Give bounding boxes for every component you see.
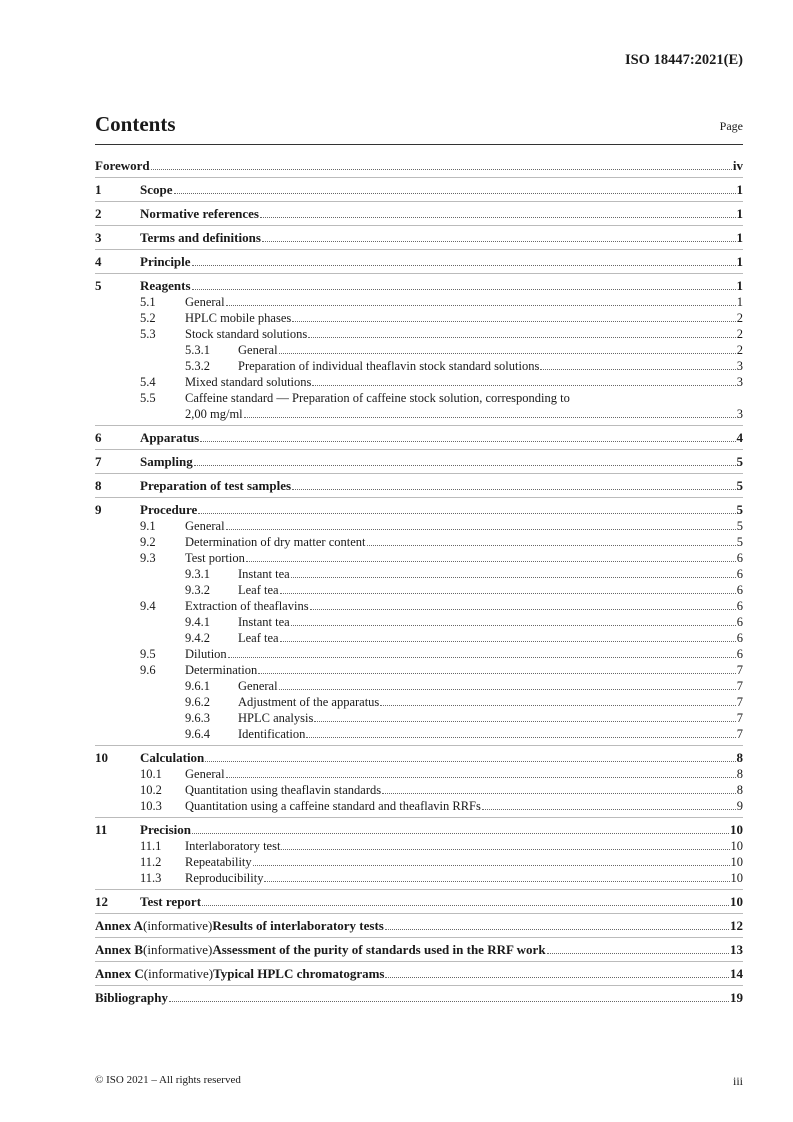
entry-page: 4 [736,430,743,445]
entry-number: 9.3.1 [185,567,210,581]
entry-number: 11.3 [140,871,162,885]
toc-entry[interactable] [185,582,743,598]
entry-number: 8 [95,478,102,493]
dot-leader [308,337,736,338]
dot-leader [253,865,730,866]
dot-leader [482,809,736,810]
entry-title: Calculation [140,750,205,765]
entry-number: 5.3.1 [185,343,210,357]
toc-entry[interactable] [95,942,743,958]
entry-number: 9.2 [140,535,156,549]
entry-title: Preparation of test samples [140,478,292,493]
entry-page: 5 [736,535,743,549]
entry-title: Quantitation using theaflavin standards [185,783,382,797]
entry-page: 1 [736,278,743,293]
entry-title: HPLC mobile phases [185,311,292,325]
entry-title: Precision [140,822,192,837]
entry-title: Instant tea [238,615,290,629]
entry-title: General [238,343,278,357]
entry-title: Stock standard solutions [185,327,308,341]
entry-number: 9.6.1 [185,679,210,693]
entry-title: Test portion [185,551,245,565]
entry-number: 11.2 [140,855,162,869]
entry-number: 5.4 [140,375,156,389]
toc-entry[interactable] [140,518,743,534]
section-separator [95,497,743,498]
dot-leader [151,169,732,170]
annex-note: (informative) [143,918,213,933]
entry-title: Adjustment of the apparatus [238,695,380,709]
section-separator [95,273,743,274]
dot-leader [246,561,736,562]
entry-title: Caffeine standard — Preparation of caffeine stock solution, corresponding to [185,391,570,405]
entry-page: 6 [736,631,743,645]
entry-number: 11.1 [140,839,162,853]
entry-page: 2 [736,311,743,325]
entry-page: 6 [736,551,743,565]
entry-title: Results of interlaboratory tests [212,918,384,933]
toc-entry[interactable] [140,534,743,550]
entry-title: Repeatability [185,855,252,869]
entry-number: 5.3 [140,327,156,341]
copyright: © ISO 2021 – All rights reserved [95,1074,241,1086]
entry-title: Apparatus [140,430,200,445]
toc-entry[interactable] [185,342,743,358]
entry-number: 9.3.2 [185,583,210,597]
toc-entry[interactable] [140,310,743,326]
dot-leader [385,977,729,978]
dot-leader [367,545,736,546]
toc-entry[interactable] [185,358,743,374]
entry-number: 6 [95,430,102,445]
entry-title: Determination [185,663,258,677]
entry-number: 4 [95,254,102,269]
section-separator [95,177,743,178]
entry-page: 10 [730,855,743,869]
dot-leader [200,441,735,442]
entry-title: Normative references [140,206,259,221]
dot-leader [258,673,736,674]
entry-number: 9 [95,502,102,517]
entry-number: 10.2 [140,783,162,797]
toc-entry[interactable] [95,502,743,518]
toc-entry[interactable] [95,478,743,494]
section-separator [95,225,743,226]
dot-leader [194,465,736,466]
dot-leader [279,689,736,690]
dot-leader [312,385,735,386]
entry-number: 11 [95,822,108,837]
entry-number: 9.6.2 [185,695,210,709]
page-title: Contents [95,112,176,136]
entry-page: 7 [736,663,743,677]
dot-leader [264,881,729,882]
entry-title: General [238,679,278,693]
dot-leader [540,369,735,370]
toc-entry[interactable] [140,766,743,782]
toc-entry[interactable] [95,966,743,982]
entry-number: 9.6.3 [185,711,210,725]
entry-number: 10.3 [140,799,162,813]
entry-page: 8 [736,750,743,765]
annex-note: (informative) [143,942,213,957]
entry-page: 2 [736,327,743,341]
dot-leader [279,353,736,354]
entry-title: Leaf tea [238,631,279,645]
entry-page: 14 [730,966,743,981]
entry-title: Scope [140,182,173,197]
entry-number: 2 [95,206,102,221]
entry-page: 5 [736,519,743,533]
toc-entry[interactable] [95,158,743,174]
page-number: iii [732,1074,743,1088]
entry-page: 1 [736,182,743,197]
annex-note: (informative) [143,966,214,981]
entry-title: Determination of dry matter content [185,535,366,549]
entry-page: 10 [730,822,743,837]
toc-entry[interactable] [185,614,743,630]
entry-number: 5 [95,278,102,293]
entry-page: 12 [730,918,743,933]
section-separator [95,985,743,986]
dot-leader [380,705,735,706]
dot-leader [306,737,735,738]
entry-number: 10.1 [140,767,162,781]
toc-entry[interactable] [95,278,743,294]
toc-entry[interactable] [95,750,743,766]
entry-number: 5.1 [140,295,156,309]
toc-entry[interactable] [140,294,743,310]
entry-number: 10 [95,750,108,765]
section-separator [95,889,743,890]
entry-number: 9.4 [140,599,156,613]
dot-leader [314,721,735,722]
toc-entry[interactable] [95,430,743,446]
entry-page: 1 [736,230,743,245]
entry-number: 9.4.2 [185,631,210,645]
entry-number: 9.3 [140,551,156,565]
entry-number: 9.6 [140,663,156,677]
toc-entry[interactable] [95,454,743,470]
dot-leader [547,953,729,954]
entry-title: Principle [140,254,191,269]
dot-leader [280,593,736,594]
entry-page: 2 [736,343,743,357]
entry-page: 5 [736,478,743,493]
entry-page: 6 [736,567,743,581]
entry-page: 8 [736,767,743,781]
dot-leader [202,905,729,906]
entry-title-continued: 2,00 mg/ml [185,407,243,421]
entry-page: 3 [736,359,743,373]
entry-number: 5.5 [140,391,156,405]
toc-entry[interactable] [185,566,743,582]
toc-entry[interactable] [140,870,743,886]
entry-title: Bibliography [95,990,168,1005]
entry-title: Reproducibility [185,871,264,885]
entry-title: Reagents [140,278,191,293]
annex-label: Annex A [95,918,144,933]
entry-title: Mixed standard solutions [185,375,312,389]
entry-title: Dilution [185,647,227,661]
entry-page: 19 [730,990,743,1005]
entry-title: Preparation of individual theaflavin stock standard solutions [238,359,540,373]
dot-leader [226,305,736,306]
toc-entry[interactable] [140,326,743,342]
dot-leader [205,761,735,762]
entry-page: 7 [736,727,743,741]
entry-title: General [185,295,225,309]
section-separator [95,449,743,450]
toc-entry[interactable] [140,598,743,614]
entry-title: Assessment of the purity of standards used in the RRF work [212,942,546,957]
entry-page: 6 [736,599,743,613]
section-separator [95,249,743,250]
entry-page: 6 [736,615,743,629]
entry-page: 8 [736,783,743,797]
entry-page: 3 [736,375,743,389]
annex-label: Annex B [95,942,144,957]
toc-entry-continuation[interactable] [185,406,743,422]
dot-leader [192,833,729,834]
entry-page: 10 [730,871,743,885]
toc-entry[interactable] [185,710,743,726]
entry-page: 1 [736,254,743,269]
entry-page: 6 [736,583,743,597]
dot-leader [226,529,736,530]
entry-page: 7 [736,679,743,693]
section-separator [95,937,743,938]
toc-entry[interactable] [185,678,743,694]
section-separator [95,913,743,914]
entry-number: 12 [95,894,108,909]
entry-page: 7 [736,695,743,709]
dot-leader [281,849,729,850]
section-separator [95,473,743,474]
section-separator [95,817,743,818]
entry-title: Test report [140,894,202,909]
section-separator [95,425,743,426]
entry-page: 6 [736,647,743,661]
dot-leader [260,217,736,218]
entry-page: 5 [736,454,743,469]
toc-entry[interactable] [140,374,743,390]
dot-leader [385,929,729,930]
entry-title: Foreword [95,158,150,173]
dot-leader [228,657,736,658]
entry-title: Terms and definitions [140,230,261,245]
entry-title: Sampling [140,454,193,469]
entry-page: 1 [736,206,743,221]
dot-leader [244,417,736,418]
entry-page: 13 [730,942,743,957]
toc-entry[interactable] [95,206,743,222]
toc-entry[interactable] [95,822,743,838]
entry-title: Quantitation using a caffeine standard and theaflavin RRFs [185,799,481,813]
dot-leader [382,793,736,794]
toc-entry[interactable] [140,646,743,662]
entry-number: 9.4.1 [185,615,210,629]
toc-entry[interactable] [95,918,743,934]
toc-entry[interactable] [140,550,743,566]
section-separator [95,745,743,746]
toc-entry[interactable] [140,390,743,406]
dot-leader [292,321,736,322]
toc-entry[interactable] [95,182,743,198]
toc-entry[interactable] [140,838,743,854]
entry-number: 9.5 [140,647,156,661]
dot-leader [280,641,736,642]
entry-number: 5.2 [140,311,156,325]
dot-leader [169,1001,729,1002]
entry-title: HPLC analysis [238,711,314,725]
dot-leader [291,625,736,626]
entry-number: 9.1 [140,519,156,533]
entry-title: Identification [238,727,306,741]
dot-leader [310,609,736,610]
entry-page: 1 [736,295,743,309]
entry-number: 9.6.4 [185,727,210,741]
entry-number: 1 [95,182,102,197]
entry-title: General [185,519,225,533]
entry-page: 7 [736,711,743,725]
entry-page: 5 [736,502,743,517]
toc-entry[interactable] [140,798,743,814]
entry-title: Procedure [140,502,198,517]
page-column-label: Page [719,119,743,133]
entry-page: 10 [730,839,743,853]
entry-title: General [185,767,225,781]
toc-entry[interactable] [95,254,743,270]
dot-leader [192,265,736,266]
toc-entry[interactable] [185,630,743,646]
toc-entry[interactable] [95,894,743,910]
document-id: ISO 18447:2021(E) [624,52,743,68]
annex-label: Annex C [95,966,144,981]
toc-entry[interactable] [95,230,743,246]
title-rule [95,144,743,145]
dot-leader [192,289,736,290]
entry-page: iv [732,158,743,173]
entry-page: 9 [736,799,743,813]
entry-number: 7 [95,454,102,469]
toc-entry[interactable] [95,990,743,1006]
section-separator [95,201,743,202]
dot-leader [226,777,736,778]
toc-entry[interactable] [140,854,743,870]
entry-title: Extraction of theaflavins [185,599,309,613]
dot-leader [174,193,736,194]
entry-number: 5.3.2 [185,359,210,373]
entry-page: 10 [730,894,743,909]
dot-leader [291,577,736,578]
entry-page: 3 [736,407,743,421]
entry-title: Leaf tea [238,583,279,597]
dot-leader [292,489,735,490]
toc-entry[interactable] [185,726,743,742]
dot-leader [198,513,735,514]
entry-title: Interlaboratory test [185,839,281,853]
toc-entry[interactable] [185,694,743,710]
toc-entry[interactable] [140,782,743,798]
entry-number: 3 [95,230,102,245]
toc-entry[interactable] [140,662,743,678]
section-separator [95,961,743,962]
dot-leader [262,241,736,242]
entry-title: Typical HPLC chromatograms [213,966,385,981]
entry-title: Instant tea [238,567,290,581]
